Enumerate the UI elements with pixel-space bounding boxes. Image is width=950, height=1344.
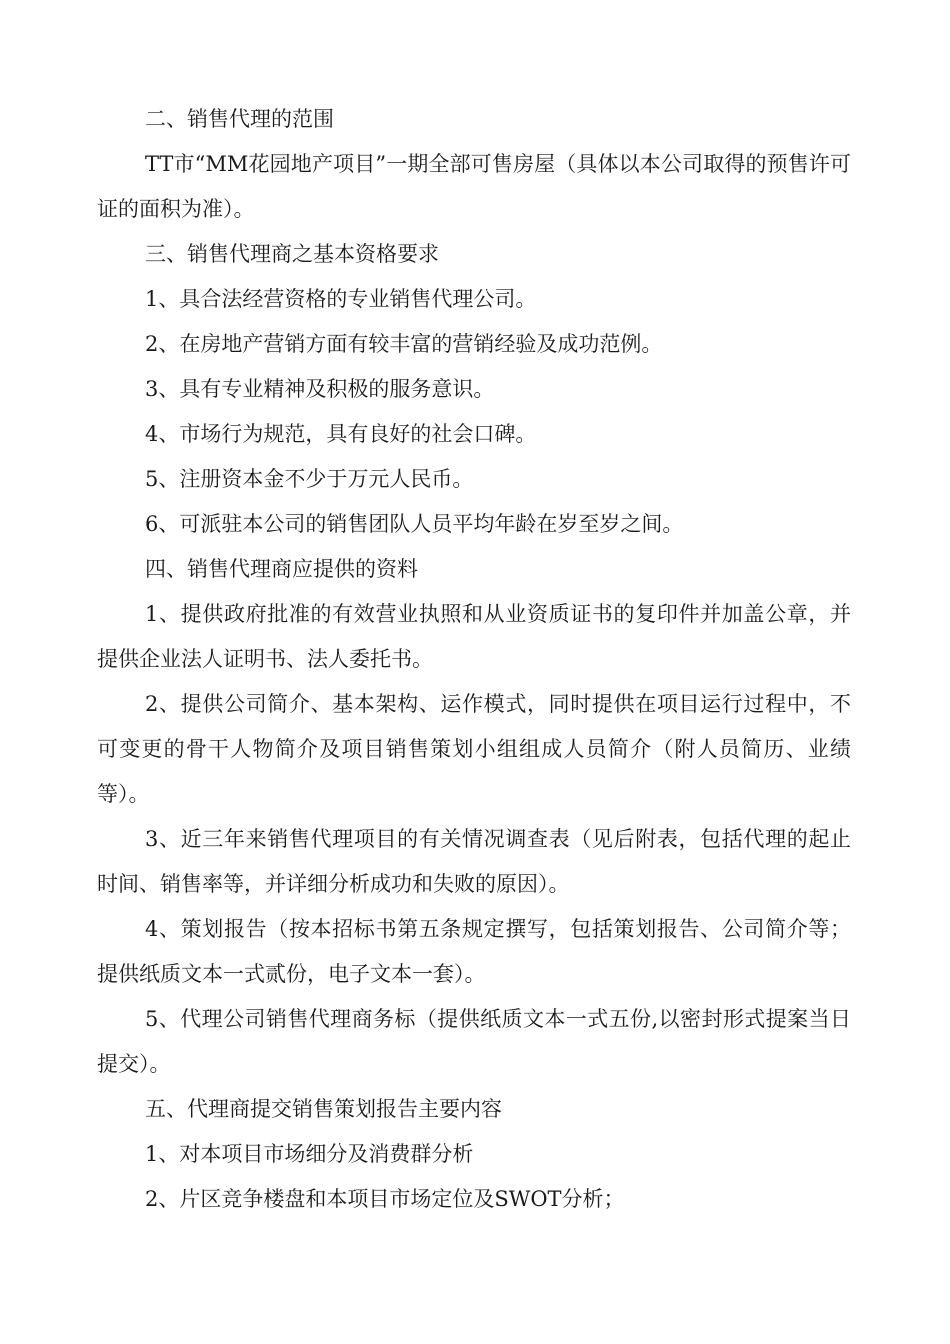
list-item: 2、提供公司简介、基本架构、运作模式，同时提供在项目运行过程中，不可变更的骨干人物简介及项目销售策划小组组成人员简介（附人员简历、业绩等）。 — [97, 692, 851, 806]
list-item: 4、市场行为规范，具有良好的社会口碑。 — [145, 422, 537, 446]
list-item: 1、提供政府批准的有效营业执照和从业资质证书的复印件并加盖公章，并提供企业法人证明书、法人委托书。 — [97, 602, 851, 671]
paragraph-scope-detail: TT市“MM花园地产项目”一期全部可售房屋（具体以本公司取得的预售许可证的面积为准）。 — [97, 152, 851, 221]
section-heading-qualifications: 三、销售代理商之基本资格要求 — [145, 242, 439, 266]
list-item: 5、注册资本金不少于万元人民币。 — [145, 467, 474, 491]
list-item: 1、具合法经营资格的专业销售代理公司。 — [145, 287, 537, 311]
section-heading-report-content: 五、代理商提交销售策划报告主要内容 — [145, 1097, 502, 1121]
list-item: 2、片区竞争楼盘和本项目市场定位及SWOT分析； — [145, 1187, 625, 1211]
document-body — [97, 97, 851, 1222]
list-item: 4、策划报告（按本招标书第五条规定撰写，包括策划报告、公司简介等；提供纸质文本一式贰份，电子文本一套）。 — [97, 917, 851, 986]
list-item: 3、近三年来销售代理项目的有关情况调查表（见后附表，包括代理的起止时间、销售率等，并详细分析成功和失败的原因）。 — [97, 827, 851, 896]
list-item: 6、可派驻本公司的销售团队人员平均年龄在岁至岁之间。 — [145, 512, 684, 536]
list-item: 5、代理公司销售代理商务标（提供纸质文本一式五份,以密封形式提案当日提交）。 — [97, 1007, 851, 1076]
section-heading-materials: 四、销售代理商应提供的资料 — [145, 557, 418, 581]
list-item: 1、对本项目市场细分及消费群分析 — [145, 1142, 474, 1166]
list-item: 2、在房地产营销方面有较丰富的营销经验及成功范例。 — [145, 332, 663, 356]
list-item: 3、具有专业精神及积极的服务意识。 — [145, 377, 495, 401]
section-heading-scope: 二、销售代理的范围 — [145, 107, 334, 131]
